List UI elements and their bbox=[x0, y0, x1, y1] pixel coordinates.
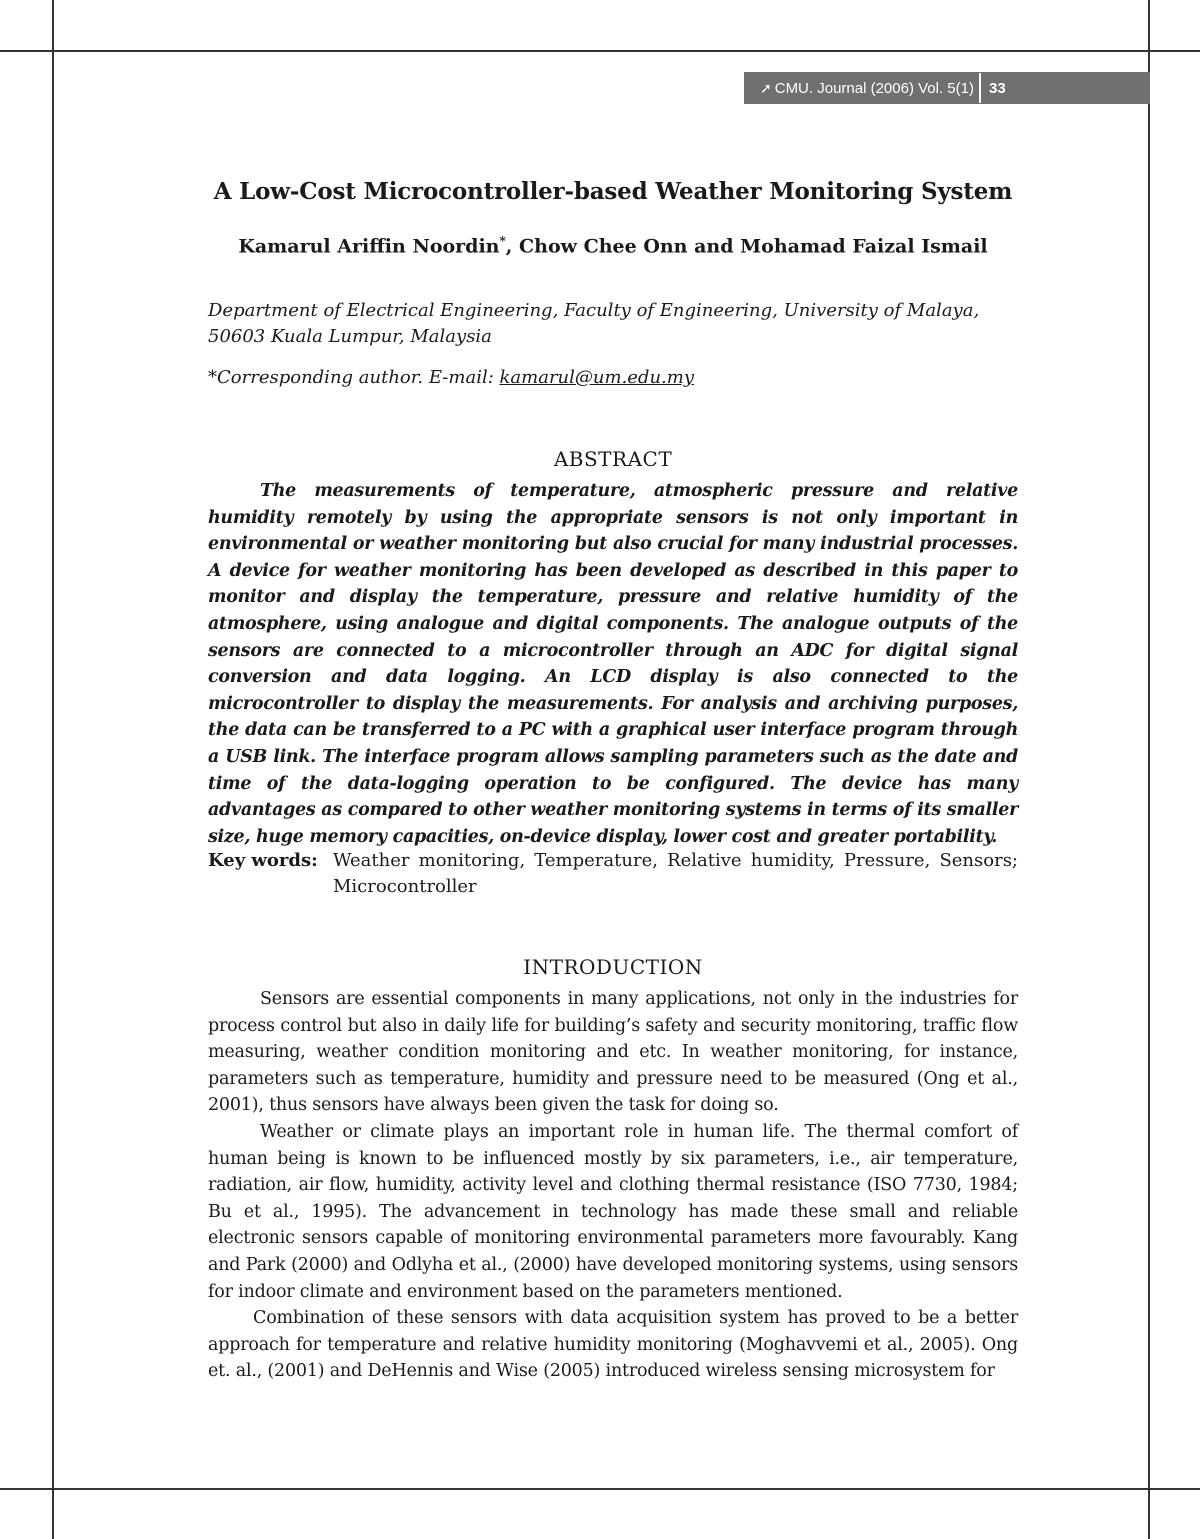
abstract-heading: ABSTRACT bbox=[553, 447, 673, 471]
page-edge-left bbox=[52, 50, 54, 1490]
crop-mark-bottom-horizontal bbox=[0, 1488, 1200, 1490]
keywords-label: Key words: bbox=[208, 850, 318, 871]
crop-mark-top-right bbox=[1148, 0, 1150, 52]
corresponding-author bbox=[208, 367, 1018, 388]
abstract-text: The measurements of temperature, atmospheric pressure and relative humidity remotely by using the appropriate sensors is not only important in environmental or weather monitoring but also crucial for many industrial processes. A device for weather monitoring has been developed as described in this paper to monitor and display the temperature, pressure and relative humidity of the atmosphere, using analogue and digital components. The analogue outputs of the sensors are connected to a microcontroller through an ADC for digital signal conversion and data logging. An LCD display is also connected to the microcontroller to display the measurements. For analysis and archiving purposes, the data can be transferred to a PC with a graphical user interface program through a USB link. The interface program allows sampling parameters such as the date and time of the data-logging operation to be configured. The device has many advantages as compared to other weather monitoring systems in terms of its smaller size, huge memory capacities, on-device display, lower cost and greater portability. bbox=[208, 481, 1018, 847]
header-divider bbox=[979, 73, 981, 103]
author-list bbox=[208, 234, 1018, 257]
intro-paragraph: Combination of these sensors with data acquisition system has proved to be a better approach for temperature and relative humidity monitoring (Moghavvemi et al., 2005). Ong et. al., (2001) and DeHennis and Wise (2005) introduced wireless sensing microsystem for bbox=[208, 1308, 1018, 1382]
north-east-arrow-icon: ➚ bbox=[760, 79, 772, 96]
crop-mark-bottom-right bbox=[1148, 1488, 1150, 1539]
email-link[interactable]: kamarul@um.edu.my bbox=[499, 367, 695, 388]
keywords-list: Weather monitoring, Temperature, Relative humidity, Pressure, Sensors; Microcontroller bbox=[333, 850, 1018, 897]
journal-citation: CMU. Journal (2006) Vol. 5(1) bbox=[774, 79, 974, 97]
intro-paragraph: Weather or climate plays an important role in human life. The thermal comfort of human being is known to be influenced mostly by six parameters, i.e., air temperature, radiation, air flow, humidity, activity level and clothing thermal resistance (ISO 7730, 1984; Bu et al., 1995). The advancement in technology has made these small and reliable electronic sensors capable of monitoring environmental parameters more favourably. Kang and Park (2000) and Odlyha et al., (2000) have developed monitoring systems, using sensors for indoor climate and environment based on the parameters mentioned. bbox=[208, 1121, 1018, 1302]
running-header bbox=[744, 72, 1150, 104]
page-edge-right bbox=[1148, 50, 1150, 1490]
crop-mark-bottom-left bbox=[52, 1488, 54, 1539]
crop-mark-top-left bbox=[52, 0, 54, 52]
crop-mark-top-horizontal bbox=[0, 50, 1200, 52]
corresponding-label: *Corresponding author. E-mail: bbox=[208, 367, 500, 388]
introduction-body bbox=[208, 986, 1018, 1385]
author-others: , Chow Chee Onn and Mohamad Faizal Ismail bbox=[505, 235, 988, 258]
author-first: Kamarul Ariffin Noordin bbox=[238, 235, 500, 258]
corresponding-mark: * bbox=[499, 234, 506, 248]
introduction-heading: INTRODUCTION bbox=[523, 955, 703, 979]
keywords bbox=[208, 848, 1018, 900]
paper-title: A Low-Cost Microcontroller-based Weather Monitoring System bbox=[213, 178, 1013, 205]
intro-paragraph: Sensors are essential components in many applications, not only in the industries for process control but also in daily life for building’s safety and security monitoring, traffic flow measuring, weather condition monitoring and etc. In weather monitoring, for instance, parameters such as temperature, humidity and pressure need to be measured (Ong et al., 2001), thus sensors have always been given the task for doing so. bbox=[208, 989, 1018, 1116]
affiliation: Department of Electrical Engineering, Faculty of Engineering, University of Malaya, 50603 Kuala Lumpur, Malaysia bbox=[208, 300, 980, 347]
page-number: 33 bbox=[988, 79, 1006, 97]
